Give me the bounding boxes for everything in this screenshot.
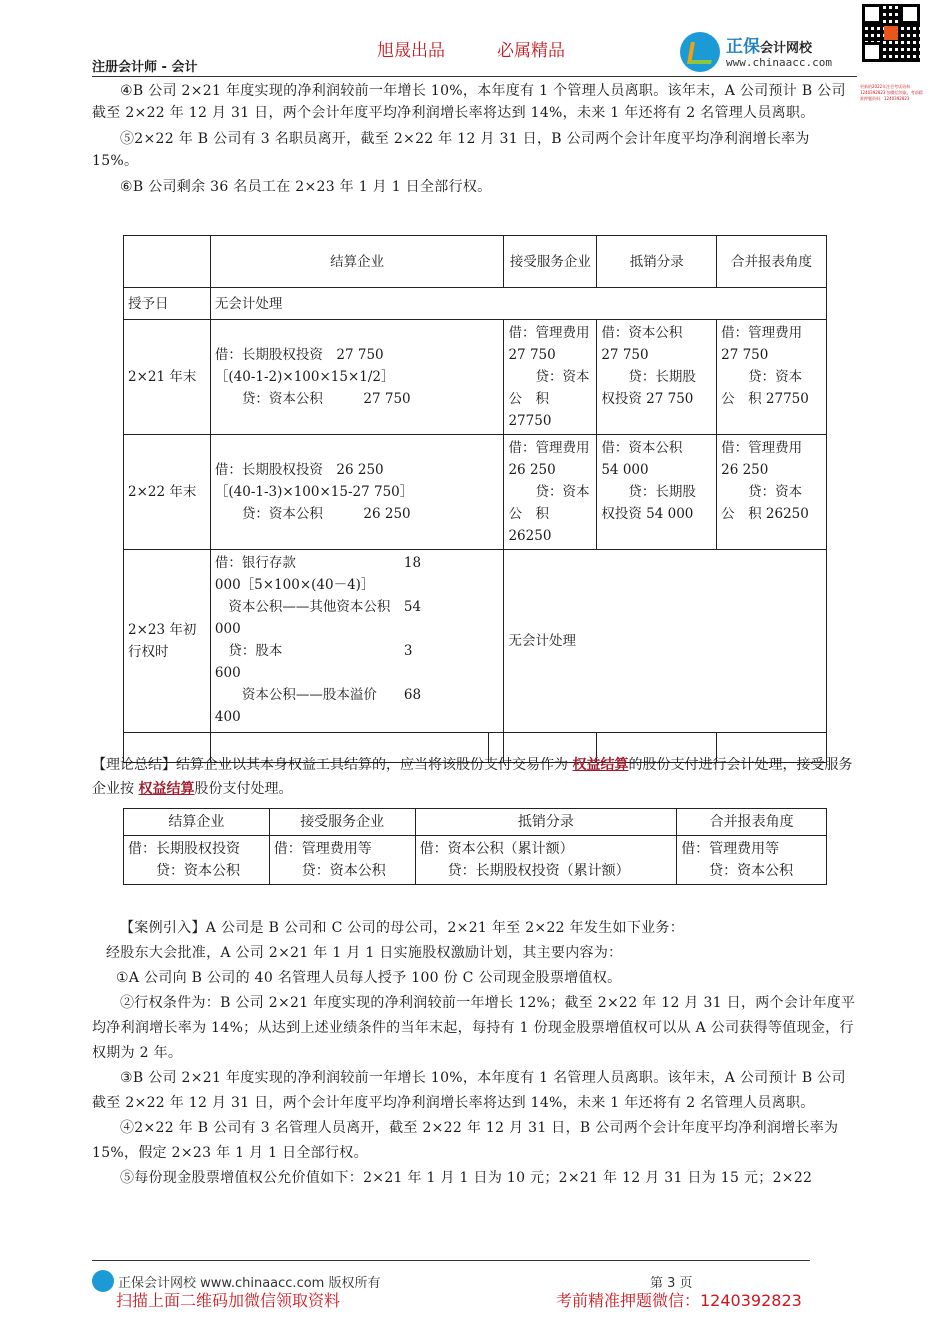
period-2021: 2×21 年末 xyxy=(124,320,211,435)
page-number: 第 3 页 xyxy=(650,1276,693,1291)
case-item-5: ⑤每份现金股票增值权公允价值如下：2×21 年 1 月 1 日为 10 元；2×21 年 12 月 31 日为 15 元；2×22 xyxy=(120,1170,813,1186)
case-text xyxy=(92,916,860,1191)
case-intro: 【案例引入】A 公司是 B 公司和 C 公司的母公司，2×21 年至 2×22 年发生如下业务： xyxy=(120,920,685,936)
qr-code-icon xyxy=(862,4,920,62)
intro-item-6: ⑥B 公司剩余 36 名员工在 2×23 年 1 月 1 日全部行权。 xyxy=(120,179,492,195)
slogan-left: 旭晟出品 xyxy=(377,41,445,61)
slogan-right: 必属精品 xyxy=(497,41,565,61)
sum-consol: 借：管理费用等 贷：资本公积 xyxy=(677,836,827,885)
highlight-equity-2: 权益结算 xyxy=(138,781,195,797)
sum-service: 借：管理费用等 贷：资本公积 xyxy=(269,836,415,885)
grant-label: 授予日 xyxy=(124,288,211,320)
service-2022: 借：管理费用 26 250 贷：资本 公 积 26250 xyxy=(504,435,597,550)
case-item-3: ③B 公司 2×21 年度实现的净利润较前一年增长 10%，本年度有 1 名管理人员离职。该年末，A 公司预计 B 公司截至 2×22 年 12 月 31 日，两个会计年度平均净利润增长率将达到 14%，未来 1 年还将有 2 名管理人员离职。 xyxy=(92,1070,846,1111)
summary-table xyxy=(123,808,827,885)
period-2023: 2×23 年初行权时 xyxy=(124,550,211,733)
header-service: 接受服务企业 xyxy=(504,236,597,288)
logo-sub: 会计网校 xyxy=(760,41,813,56)
case-item-1: ①A 公司向 B 公司的 40 名管理人员每人授予 100 份 C 公司现金股票增值权。 xyxy=(116,970,622,986)
chinaacc-logo xyxy=(680,30,855,74)
subject-title: 注册会计师 - 会计 xyxy=(92,60,198,75)
settle-2023: 借：银行存款 18 000［5×100×(40－4)］ 资本公积——其他资本公积 54 000 贷：股本 3 600 资本公积——股本溢价 68 400 xyxy=(210,550,504,733)
elim-2021: 借：资本公积 27 750 贷：长期股 权投资 27 750 xyxy=(597,320,717,435)
grant-text: 无会计处理 xyxy=(210,288,826,320)
intro-item-4: ④B 公司 2×21 年度实现的净利润较前一年增长 10%，本年度有 1 个管理人员离职。该年末，A 公司预计 B 公司截至 2×22 年 12 月 31 日，两个会计年度平均净利润增长率将达到 14%，未来 1 年还将有 2 名管理人员离职。 xyxy=(92,83,846,121)
footer-divider xyxy=(92,1260,810,1261)
elim-2022: 借：资本公积 54 000 贷：长期股 权投资 54 000 xyxy=(597,435,717,550)
header-elim: 抵销分录 xyxy=(597,236,717,288)
sum-settle: 借：长期股权投资 贷：资本公积 xyxy=(124,836,270,885)
sum-elim: 借：资本公积（累计额） 贷：长期股权投资（累计额） xyxy=(415,836,677,885)
case-item-4: ④2×22 年 B 公司有 3 名管理人员离开，截至 2×22 年 12 月 31 日，B 公司两个会计年度平均净利润增长率为 15%，假定 2×23 年 1 月 1 日全部行权。 xyxy=(92,1120,839,1161)
settle-2021: 借：长期股权投资 27 750 ［(40-1-2)×100×15×1/2］ 贷：资本公积 27 750 xyxy=(210,320,504,435)
sum-header-settle: 结算企业 xyxy=(124,809,270,836)
sum-header-consol: 合并报表角度 xyxy=(677,809,827,836)
consol-2021: 借：管理费用 27 750 贷：资本 公 积 27750 xyxy=(717,320,827,435)
footer-copyright: 正保会计网校 www.chinaacc.com 版权所有 xyxy=(118,1276,381,1291)
logo-icon xyxy=(680,32,720,72)
intro-item-5: ⑤2×22 年 B 公司有 3 名职员离开，截至 2×22 年 12 月 31 日，B 公司两个会计年度平均净利润增长率为 15%。 xyxy=(92,131,810,169)
header-consol: 合并报表角度 xyxy=(717,236,827,288)
rest-2023: 无会计处理 xyxy=(504,550,827,733)
qr-note: 更新的2022年注会考试资料：1240392823 加微信领取，考前精准押题资料：1240392823 xyxy=(860,84,923,101)
logo-name: 正保 xyxy=(726,37,760,57)
service-2021: 借：管理费用 27 750 贷：资本 公 积 27750 xyxy=(504,320,597,435)
footer-red-right: 考前精准押题微信：1240392823 xyxy=(556,1291,802,1310)
header-settle: 结算企业 xyxy=(210,236,504,288)
header-divider xyxy=(92,76,857,77)
consol-2022: 借：管理费用 26 250 贷：资本 公 积 26250 xyxy=(717,435,827,550)
footer-red-left: 扫描上面二维码加微信领取资料 xyxy=(116,1291,341,1310)
settle-2022: 借：长期股权投资 26 250 ［(40-1-3)×100×15-27 750］ 贷：资本公积 26 250 xyxy=(210,435,504,550)
header-blank xyxy=(124,236,211,288)
accounting-table xyxy=(123,235,827,763)
sum-header-elim: 抵销分录 xyxy=(415,809,677,836)
theory-summary: 【理论总结】结算企业以其本身权益工具结算的，应当将该股份支付交易作为 权益结算的股份支付进行会计处理，接受服务企业按 权益结算股份支付处理。 xyxy=(92,757,853,797)
intro-text xyxy=(92,80,860,198)
highlight-equity-1: 权益结算 xyxy=(572,757,629,773)
footer-logo-icon xyxy=(92,1270,114,1292)
case-item-2: ②行权条件为：B 公司 2×21 年度实现的净利润较前一年增长 12%；截至 2×22 年 12 月 31 日，两个会计年度平均净利润增长率为 14%；从达到上述业绩条件的当年末起，每持有 1 份现金股票增值权可以从 A 公司获得等值现金，行权期为 2 年。 xyxy=(92,995,856,1061)
period-2022: 2×22 年末 xyxy=(124,435,211,550)
sum-header-service: 接受服务企业 xyxy=(269,809,415,836)
logo-url: www.chinaacc.com xyxy=(726,56,832,69)
case-approval: 经股东大会批准，A 公司 2×21 年 1 月 1 日实施股权激励计划，其主要内容为： xyxy=(106,945,623,961)
